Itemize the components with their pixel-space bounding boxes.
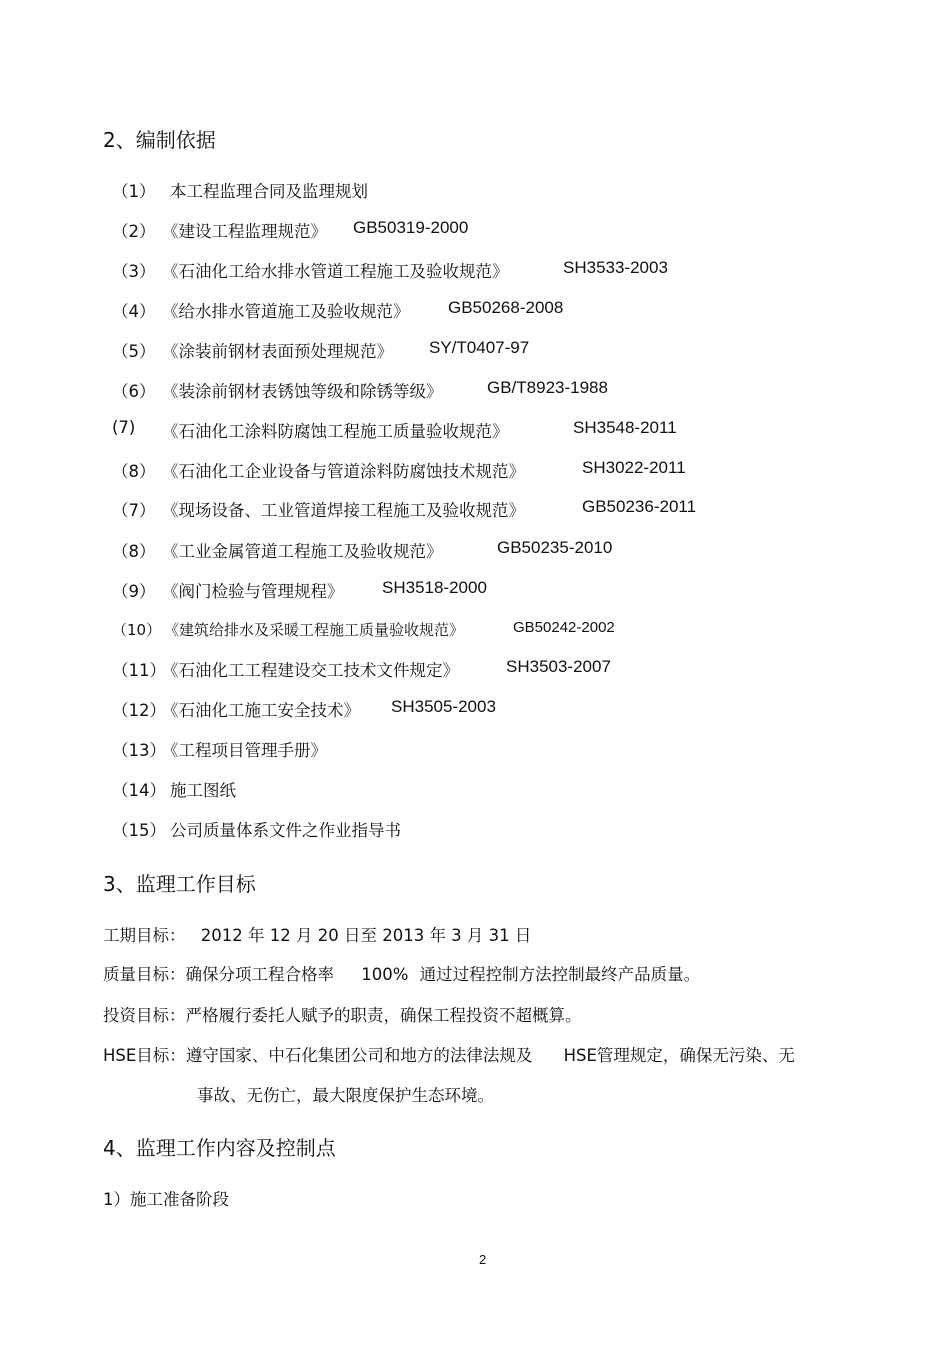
hse-goal-label: HSE目标：: [103, 1046, 186, 1065]
reference-number: （9）: [112, 582, 156, 601]
quality-goal-text: 确保分项工程合格率: [185, 965, 334, 984]
reference-code: SH3505-2003: [391, 697, 496, 716]
reference-number: （15）: [112, 821, 166, 840]
reference-number: （1）: [112, 182, 156, 201]
reference-number: （10）: [112, 621, 162, 639]
reference-title: 《石油化工工程建设交工技术文件规定》: [162, 661, 459, 680]
reference-title: 《石油化工给水排水管道工程施工及验收规范》: [162, 262, 509, 281]
quality-goal-label: 质量目标：: [103, 965, 186, 984]
schedule-goal: [103, 922, 531, 946]
reference-title: 《石油化工施工安全技术》: [162, 701, 360, 720]
reference-number: （4）: [112, 302, 156, 321]
reference-number: （8）: [112, 462, 156, 481]
investment-goal-label: 投资目标：: [103, 1006, 186, 1025]
reference-code: GB50268-2008: [448, 298, 564, 317]
reference-number: （13）: [112, 741, 166, 760]
reference-title: 《石油化工涂料防腐蚀工程施工质量验收规范》: [162, 422, 509, 441]
reference-number: （5）: [112, 342, 156, 361]
reference-code: SH3548-2011: [573, 418, 677, 437]
reference-number: （12）: [112, 701, 166, 720]
reference-title: 《给水排水管道施工及验收规范》: [162, 302, 410, 321]
reference-title: 《工程项目管理手册》: [162, 741, 327, 760]
page-number: 2: [479, 1252, 487, 1267]
quality-goal-rate: 100%: [361, 965, 409, 984]
hse-goal-text: 遵守国家、中石化集团公司和地方的法律法规及: [185, 1046, 533, 1065]
investment-goal: [103, 1002, 582, 1026]
reference-title: 《阀门检验与管理规程》: [162, 582, 344, 601]
reference-title: 《建设工程监理规范》: [162, 222, 327, 241]
section4-heading: 4、监理工作内容及控制点: [103, 1136, 336, 1160]
reference-number: （14）: [112, 781, 166, 800]
reference-code: SH3022-2011: [582, 458, 686, 477]
reference-code: GB50236-2011: [582, 497, 697, 516]
reference-number: (7): [112, 418, 136, 437]
reference-number: （8）: [112, 542, 156, 561]
reference-title: 公司质量体系文件之作业指导书: [170, 821, 401, 840]
reference-code: SH3503-2007: [506, 657, 611, 676]
reference-code: SY/T0407-97: [429, 338, 530, 357]
reference-title: 《建筑给排水及采暖工程施工质量验收规范》: [164, 621, 465, 639]
reference-code: GB50319-2000: [353, 218, 469, 237]
reference-number: （7）: [112, 501, 156, 520]
reference-code: GB/T8923-1988: [487, 378, 608, 397]
reference-number: （2）: [112, 222, 156, 241]
section2-heading: 2、编制依据: [103, 128, 216, 152]
reference-code: SH3518-2000: [382, 578, 487, 597]
reference-number: （11）: [112, 661, 166, 680]
reference-number: （3）: [112, 262, 156, 281]
schedule-goal-text: 2012 年 12 月 20 日至 2013 年 3 月 31 日: [200, 926, 532, 945]
reference-number: （6）: [112, 382, 156, 401]
reference-title: 《涂装前钢材表面预处理规范》: [162, 342, 393, 361]
hse-goal-text-line2: 事故、无伤亡，最大限度保护生态环境。: [197, 1086, 494, 1105]
hse-goal-text-continued: HSE管理规定，确保无污染、无: [563, 1046, 795, 1065]
reference-title: 《石油化工企业设备与管道涂料防腐蚀技术规范》: [162, 462, 525, 481]
investment-goal-text: 严格履行委托人赋予的职责，确保工程投资不超概算。: [185, 1006, 582, 1025]
schedule-goal-label: 工期目标：: [103, 926, 186, 945]
hse-goal: [103, 1042, 795, 1066]
reference-title: 《工业金属管道工程施工及验收规范》: [162, 542, 443, 561]
quality-goal: [103, 961, 700, 985]
section3-heading: 3、监理工作目标: [103, 872, 256, 896]
reference-title: 施工图纸: [170, 781, 236, 800]
reference-title: 《现场设备、工业管道焊接工程施工及验收规范》: [162, 501, 525, 520]
reference-title: 本工程监理合同及监理规划: [170, 182, 368, 201]
quality-goal-method: 通过过程控制方法控制最终产品质量。: [419, 965, 701, 984]
reference-code: GB50235-2010: [497, 538, 613, 557]
reference-code: GB50242-2002: [513, 619, 615, 636]
reference-title: 《装涂前钢材表锈蚀等级和除锈等级》: [162, 382, 443, 401]
construction-preparation-stage: 1）施工准备阶段: [103, 1190, 229, 1209]
reference-code: SH3533-2003: [563, 258, 668, 277]
